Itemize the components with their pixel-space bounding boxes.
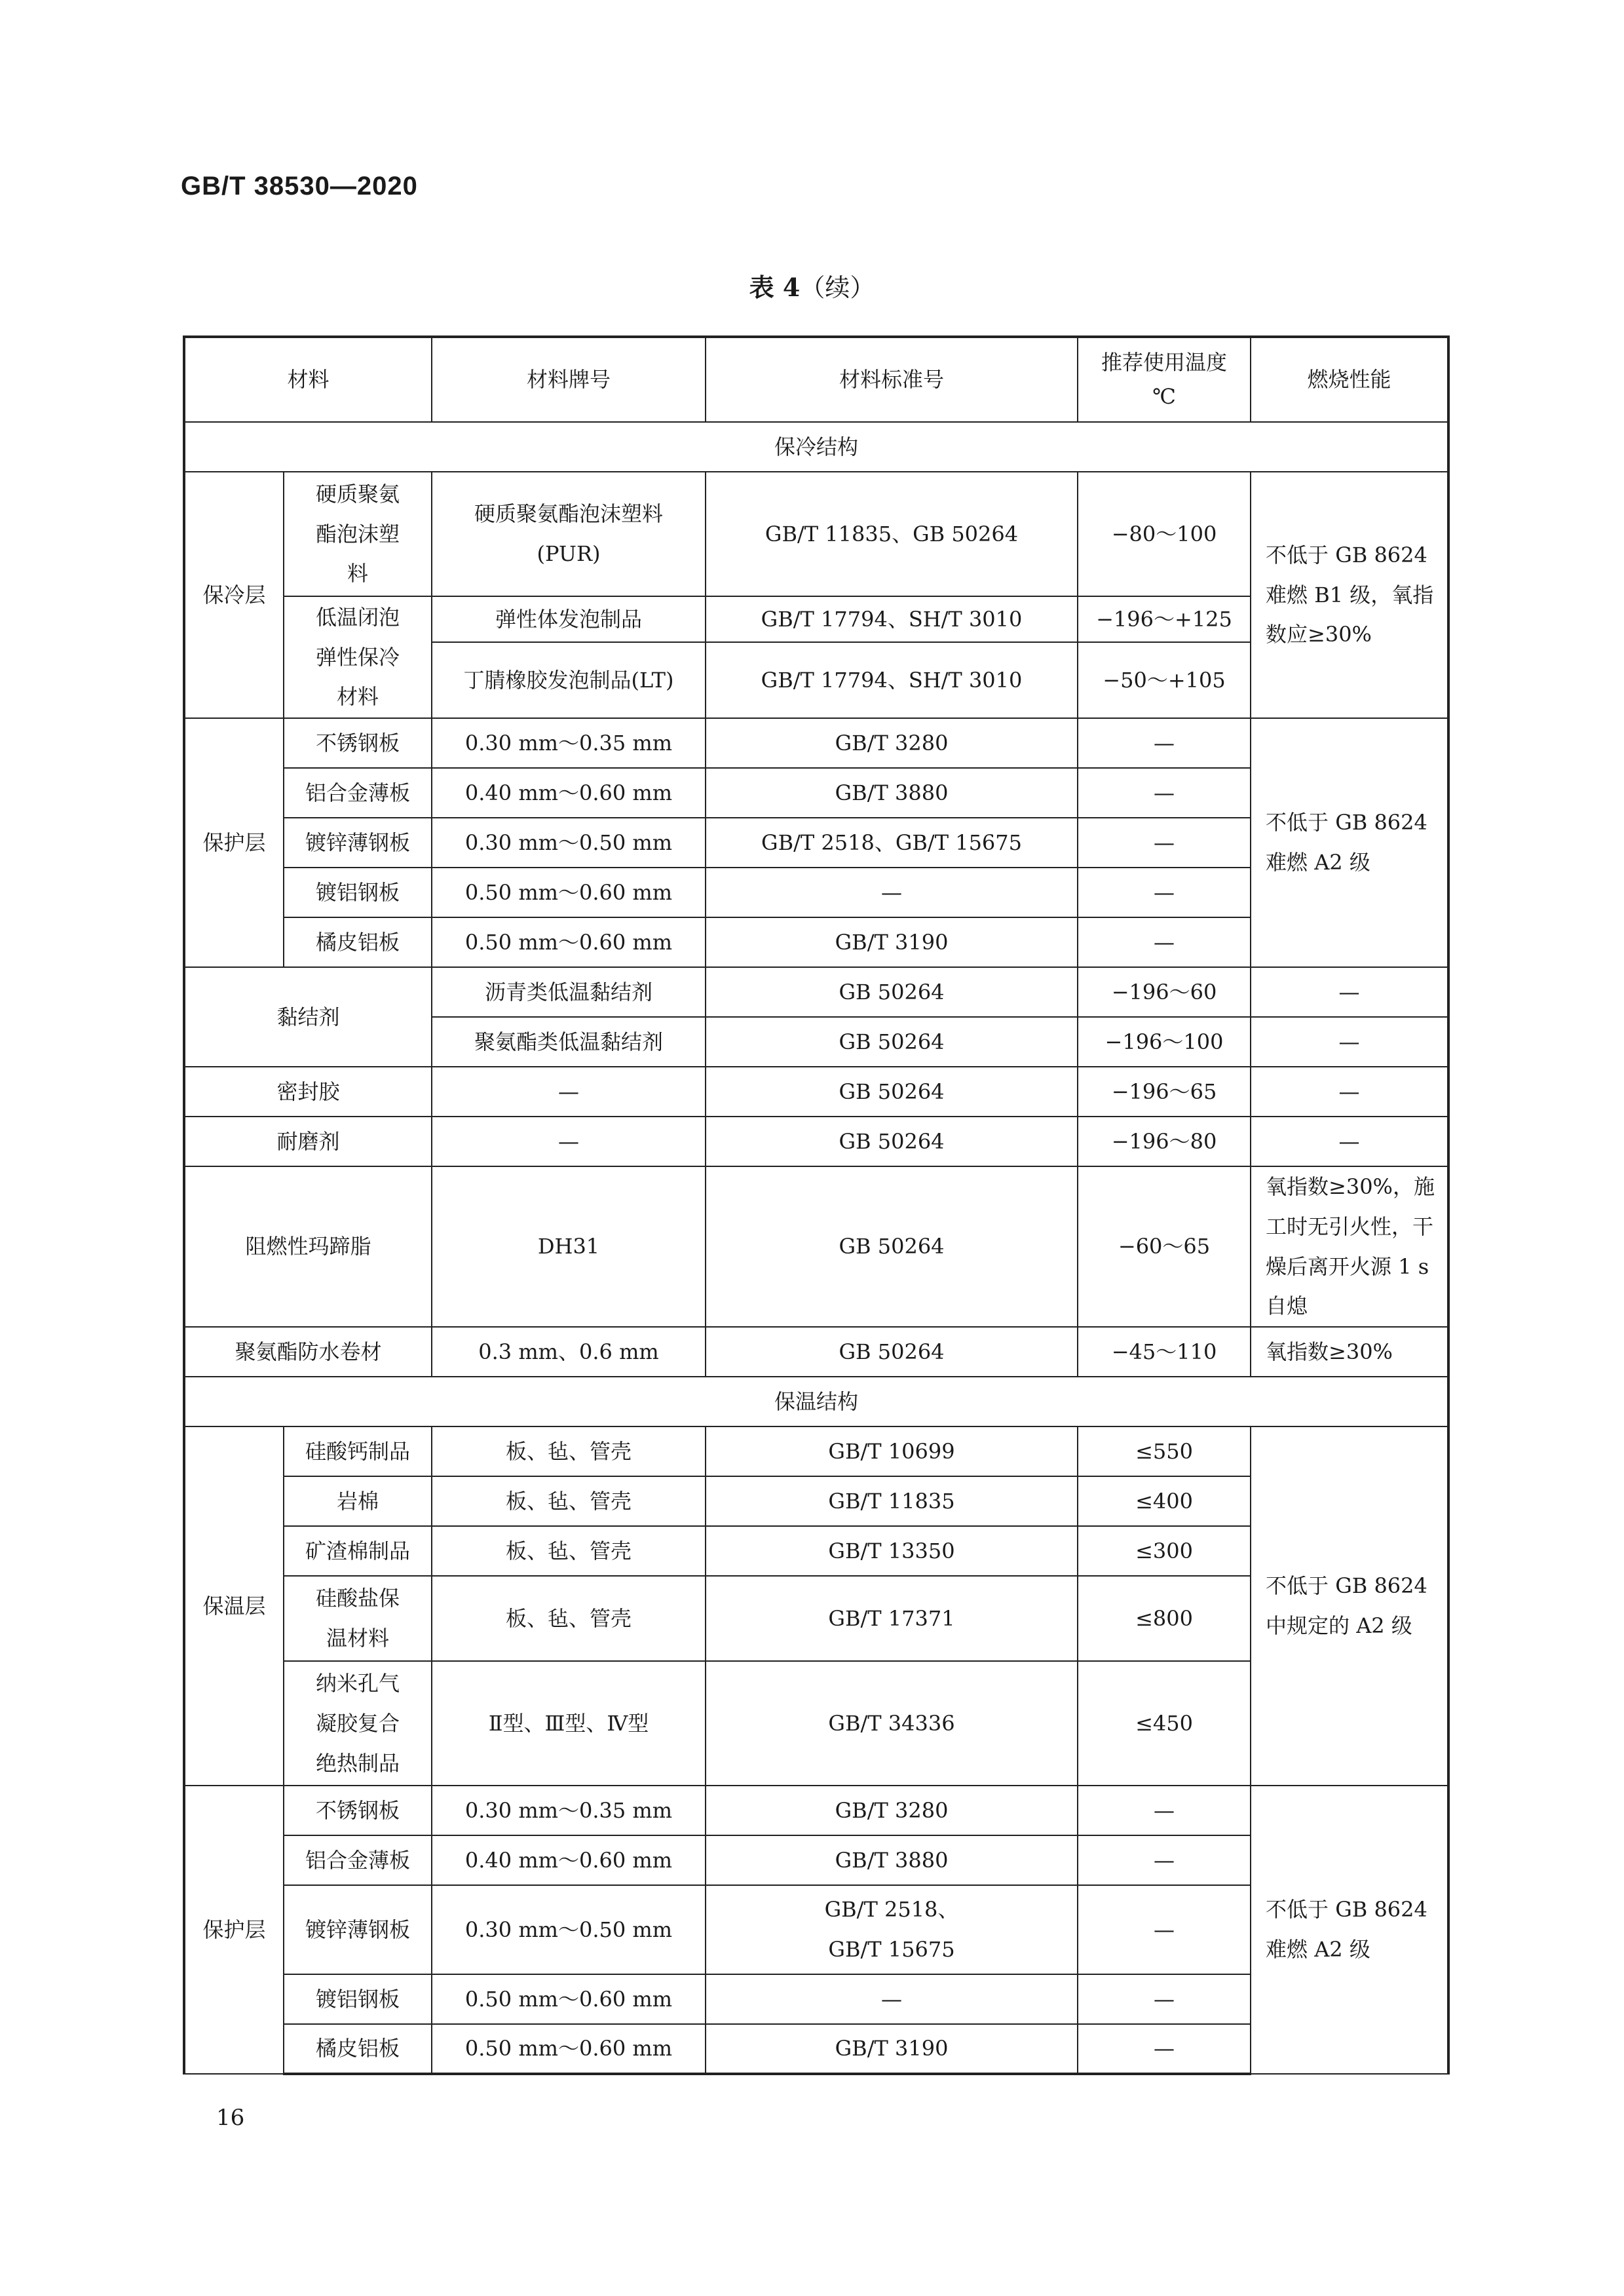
temperature-cell: —: [1078, 917, 1251, 967]
grade-cell: 沥青类低温黏结剂: [432, 967, 706, 1017]
grade-cell: 0.30 mm～0.35 mm: [432, 1786, 706, 1835]
material-cell: 不锈钢板: [284, 1786, 432, 1835]
burning-cell-hot-protect: 不低于 GB 8624 难燃 A2 级: [1251, 1786, 1448, 2074]
standard-cell: GB/T 3280: [706, 718, 1078, 768]
grade-cell: 0.50 mm～0.60 mm: [432, 1974, 706, 2024]
section-row-hot: [184, 1377, 1448, 1426]
col-header-grade: 材料牌号: [432, 337, 706, 422]
page-number: 16: [216, 2105, 245, 2131]
material-cell: 硬质聚氨酯泡沫塑料: [284, 472, 432, 596]
col-header-standard: 材料标准号: [706, 337, 1078, 422]
col-header-temperature-unit: ℃: [1152, 383, 1176, 409]
material-cell: 聚氨酯防水卷材: [184, 1327, 432, 1377]
material-cell: 镀铝钢板: [284, 868, 432, 917]
standard-cell: GB 50264: [706, 1327, 1078, 1377]
standard-cell: GB 50264: [706, 1017, 1078, 1067]
table-row: [184, 718, 1448, 768]
group-adhesive: 黏结剂: [184, 967, 432, 1067]
col-header-temperature-label: 推荐使用温度: [1101, 350, 1228, 375]
grade-cell: 0.40 mm～0.60 mm: [432, 768, 706, 818]
standard-cell: GB 50264: [706, 1117, 1078, 1166]
material-cell: 阻燃性玛蹄脂: [184, 1166, 432, 1327]
section-row-cold: [184, 422, 1448, 472]
table-title-label: 表 4: [749, 273, 801, 302]
temperature-cell: −196～80: [1078, 1117, 1251, 1166]
standard-cell: GB 50264: [706, 1067, 1078, 1117]
burning-cell: 氧指数≥30%: [1251, 1327, 1448, 1377]
table-title-suffix: （续）: [800, 273, 875, 302]
standard-cell: GB/T 3190: [706, 2024, 1078, 2074]
standard-cell: GB/T 11835、GB 50264: [706, 472, 1078, 596]
material-cell: 铝合金薄板: [284, 1835, 432, 1885]
standard-cell: GB/T 10699: [706, 1426, 1078, 1476]
material-cell: 硅酸钙制品: [284, 1426, 432, 1476]
material-cell: 镀锌薄钢板: [284, 818, 432, 868]
grade-cell: 0.3 mm、0.6 mm: [432, 1327, 706, 1377]
grade-cell: 丁腈橡胶发泡制品(LT): [432, 642, 706, 718]
material-cell: 橘皮铝板: [284, 917, 432, 967]
grade-cell: 0.50 mm～0.60 mm: [432, 2024, 706, 2074]
temperature-cell: —: [1078, 1835, 1251, 1885]
grade-cell: 板、毡、管壳: [432, 1576, 706, 1661]
grade-cell: 0.40 mm～0.60 mm: [432, 1835, 706, 1885]
temperature-cell: −196～65: [1078, 1067, 1251, 1117]
grade-cell: 板、毡、管壳: [432, 1476, 706, 1526]
grade-cell: —: [432, 1117, 706, 1166]
temperature-cell: ≤400: [1078, 1476, 1251, 1526]
grade-cell: 0.30 mm～0.50 mm: [432, 1885, 706, 1974]
table-row: [184, 967, 1448, 1017]
material-cell: 镀锌薄钢板: [284, 1885, 432, 1974]
standard-code: GB/T 38530—2020: [181, 172, 418, 201]
material-cell: 矿渣棉制品: [284, 1526, 432, 1576]
table-row: [184, 1117, 1448, 1166]
material-cell: 低温闭泡弹性保冷材料: [284, 596, 432, 718]
grade-cell: 弹性体发泡制品: [432, 596, 706, 642]
material-cell: 橘皮铝板: [284, 2024, 432, 2074]
group-cold-insulation-layer: 保冷层: [184, 472, 284, 718]
grade-cell: Ⅱ型、Ⅲ型、Ⅳ型: [432, 1661, 706, 1786]
burning-cell: 氧指数≥30%，施工时无引火性，干燥后离开火源 1 s 自熄: [1251, 1166, 1448, 1327]
material-cell: 铝合金薄板: [284, 768, 432, 818]
standard-cell: GB 50264: [706, 1166, 1078, 1327]
standard-cell: GB/T 17794、SH/T 3010: [706, 596, 1078, 642]
temperature-cell: —: [1078, 1786, 1251, 1835]
material-cell: 密封胶: [184, 1067, 432, 1117]
temperature-cell: —: [1078, 1974, 1251, 2024]
header-row: [184, 337, 1448, 422]
col-header-temperature: [1078, 337, 1251, 422]
grade-cell: 板、毡、管壳: [432, 1526, 706, 1576]
temperature-cell: −60～65: [1078, 1166, 1251, 1327]
grade-cell: 0.50 mm～0.60 mm: [432, 917, 706, 967]
temperature-cell: —: [1078, 2024, 1251, 2074]
standard-cell: GB/T 3190: [706, 917, 1078, 967]
temperature-cell: −196～+125: [1078, 596, 1251, 642]
grade-cell: 板、毡、管壳: [432, 1426, 706, 1476]
temperature-cell: —: [1078, 768, 1251, 818]
standard-cell: —: [706, 868, 1078, 917]
temperature-cell: —: [1078, 818, 1251, 868]
burning-cell: —: [1251, 1117, 1448, 1166]
standard-cell: GB/T 2518、GB/T 15675: [706, 1885, 1078, 1974]
standard-cell: GB/T 34336: [706, 1661, 1078, 1786]
standard-cell: GB/T 3280: [706, 1786, 1078, 1835]
burning-cell: —: [1251, 1017, 1448, 1067]
materials-table: [183, 335, 1450, 2075]
grade-cell: DH31: [432, 1166, 706, 1327]
material-cell: 镀铝钢板: [284, 1974, 432, 2024]
temperature-cell: −45～110: [1078, 1327, 1251, 1377]
standard-cell: GB/T 13350: [706, 1526, 1078, 1576]
standard-cell: GB 50264: [706, 967, 1078, 1017]
grade-cell: —: [432, 1067, 706, 1117]
section-title-cold: 保冷结构: [184, 422, 1448, 472]
temperature-cell: —: [1078, 1885, 1251, 1974]
grade-cell: 0.50 mm～0.60 mm: [432, 868, 706, 917]
grade-cell: 0.30 mm～0.35 mm: [432, 718, 706, 768]
standard-cell: GB/T 11835: [706, 1476, 1078, 1526]
grade-cell: 硬质聚氨酯泡沫塑料(PUR): [432, 472, 706, 596]
temperature-cell: ≤800: [1078, 1576, 1251, 1661]
temperature-cell: −196～100: [1078, 1017, 1251, 1067]
standard-cell: GB/T 17794、SH/T 3010: [706, 642, 1078, 718]
burning-cell-hot-insulation: 不低于 GB 8624 中规定的 A2 级: [1251, 1426, 1448, 1786]
temperature-cell: —: [1078, 718, 1251, 768]
temperature-cell: ≤300: [1078, 1526, 1251, 1576]
table-title: [0, 267, 1624, 303]
temperature-cell: —: [1078, 868, 1251, 917]
material-cell: 纳米孔气凝胶复合绝热制品: [284, 1661, 432, 1786]
group-hot-insulation-layer: 保温层: [184, 1426, 284, 1786]
temperature-cell: ≤450: [1078, 1661, 1251, 1786]
group-cold-protect-layer: 保护层: [184, 718, 284, 967]
col-header-burning: 燃烧性能: [1251, 337, 1448, 422]
burning-cell: —: [1251, 1067, 1448, 1117]
section-title-hot: 保温结构: [184, 1377, 1448, 1426]
material-cell: 岩棉: [284, 1476, 432, 1526]
table-row: [184, 472, 1448, 596]
standard-cell: —: [706, 1974, 1078, 2024]
temperature-cell: −50～+105: [1078, 642, 1251, 718]
table-row: [184, 1327, 1448, 1377]
temperature-cell: −80～100: [1078, 472, 1251, 596]
grade-cell: 0.30 mm～0.50 mm: [432, 818, 706, 868]
table-row: [184, 1426, 1448, 1476]
grade-cell: 聚氨酯类低温黏结剂: [432, 1017, 706, 1067]
table-row: [184, 1067, 1448, 1117]
standard-cell: GB/T 3880: [706, 768, 1078, 818]
table-row: [184, 1166, 1448, 1327]
temperature-cell: ≤550: [1078, 1426, 1251, 1476]
burning-cell-cold-insulation: 不低于 GB 8624 难燃 B1 级，氧指数应≥30%: [1251, 472, 1448, 718]
material-cell: 不锈钢板: [284, 718, 432, 768]
material-cell: 硅酸盐保温材料: [284, 1576, 432, 1661]
standard-cell: GB/T 2518、GB/T 15675: [706, 818, 1078, 868]
standard-cell: GB/T 17371: [706, 1576, 1078, 1661]
temperature-cell: −196～60: [1078, 967, 1251, 1017]
burning-cell-cold-protect: 不低于 GB 8624 难燃 A2 级: [1251, 718, 1448, 967]
group-hot-protect-layer: 保护层: [184, 1786, 284, 2074]
material-cell: 耐磨剂: [184, 1117, 432, 1166]
col-header-material: 材料: [184, 337, 432, 422]
burning-cell: —: [1251, 967, 1448, 1017]
table-row: [184, 1786, 1448, 1835]
standard-cell: GB/T 3880: [706, 1835, 1078, 1885]
